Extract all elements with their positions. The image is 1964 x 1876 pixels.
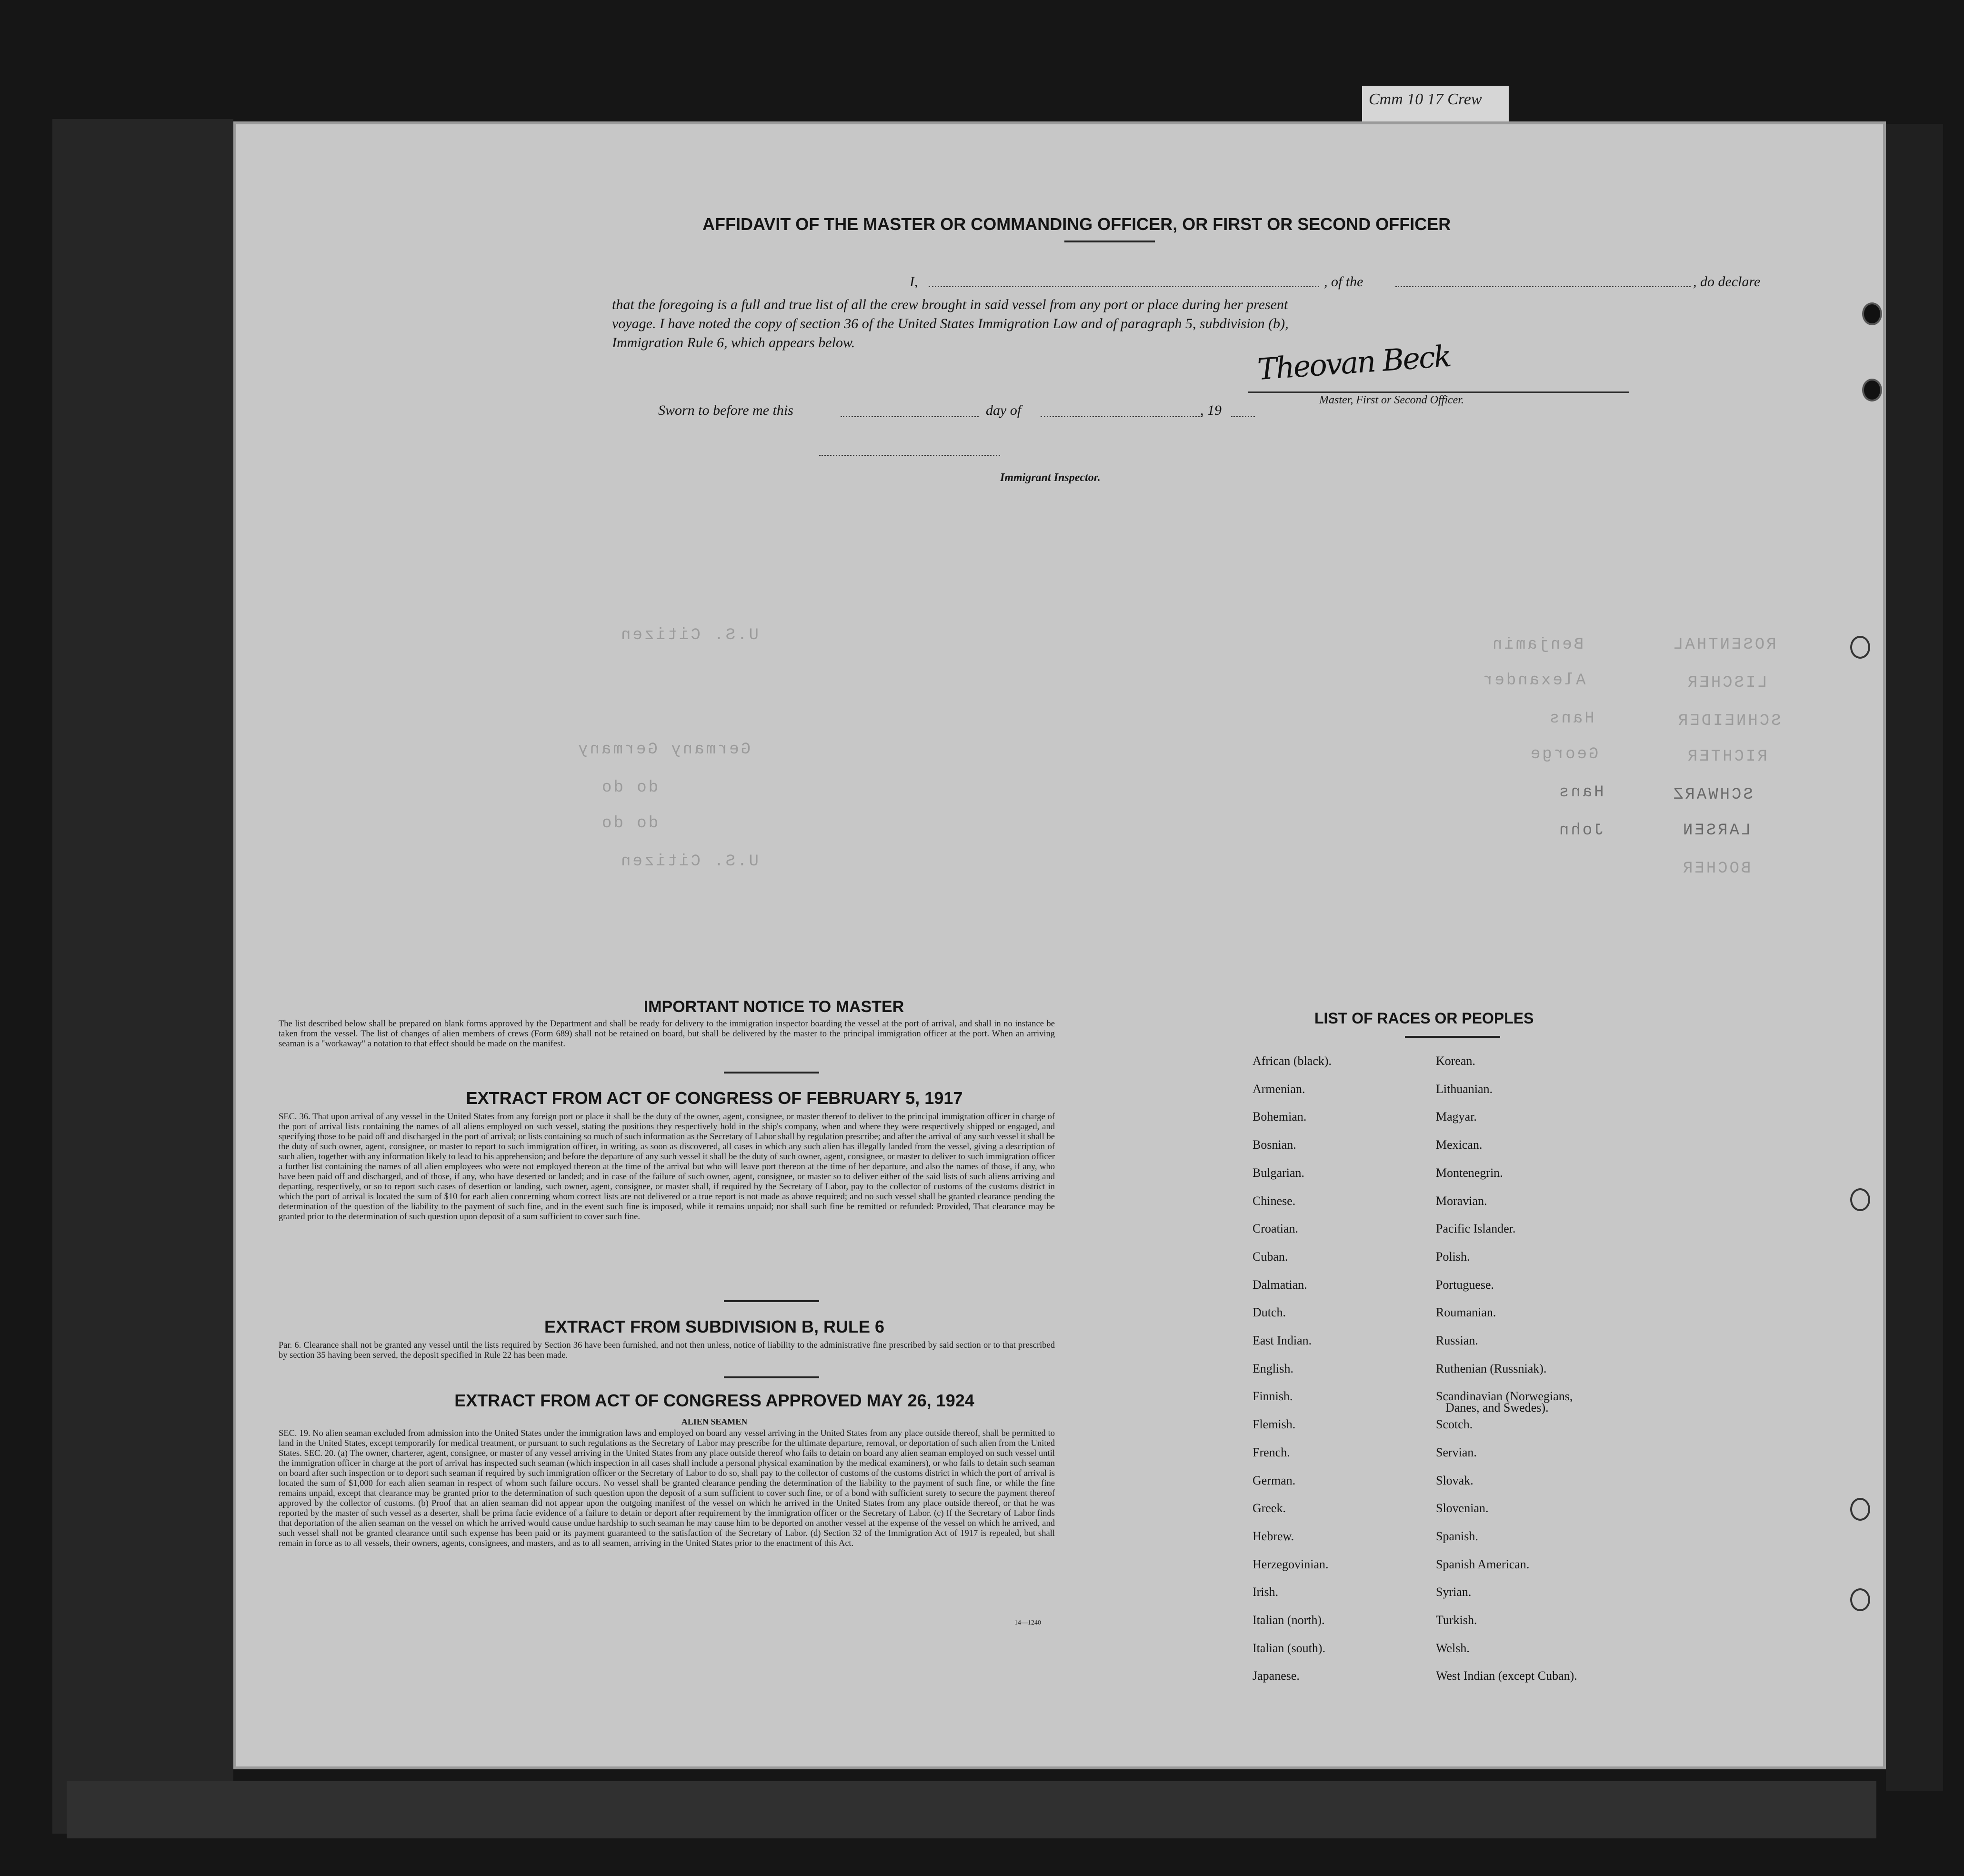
- race-item: Japanese.: [1253, 1669, 1300, 1683]
- race-item: Italian (north).: [1253, 1613, 1325, 1627]
- bleed-text: LARSEN: [1681, 822, 1751, 840]
- officer-signature: Theovan Beck: [1256, 338, 1452, 387]
- race-item: Ruthenian (Russniak).: [1436, 1361, 1547, 1375]
- race-item: Lithuanian.: [1436, 1082, 1493, 1096]
- day-of: day of: [986, 402, 1022, 418]
- extract-rule6-text: Par. 6. Clearance shall not be granted any vessel until the lists required by Section 36 have been furnished, and not then unless, notice of liability to the administrative fine prescribed by said section or to that prescribed by section 35 having been served, the deposit specified in Rule 22 has been made.: [279, 1341, 1055, 1360]
- bleed-text: ROSENTHAL: [1672, 636, 1776, 654]
- race-item: Montenegrin.: [1436, 1165, 1503, 1180]
- race-item: Dalmatian.: [1253, 1277, 1307, 1292]
- race-item: Bulgarian.: [1253, 1165, 1305, 1180]
- signer-title: Master, First or Second Officer.: [1319, 394, 1464, 406]
- binder-hole: [1862, 379, 1882, 401]
- extract-1917-text: SEC. 36. That upon arrival of any vessel in the United States from any foreign port or place it shall be the duty of the owner, agent, consignee, or master thereof to deliver to the principal immigration officer in charge of the port of arrival lists containing the names of all aliens employed on such vessel, stating the positions they respectively hold in the ship's company, when and where they were respectively shipped or engaged, and specifying those to be paid off and discharged in the port of arrival; or lists containing so much of such information as the Secretary of Labor shall by regulation prescribe; and after the arrival of any such vessel it shall be the duty of such owner, agent, consignee, or master to report to such immigration officer, in writing, as soon as discovered, all cases in which any such alien has illegally landed from the vessel, giving a description of such alien, together with any information likely to lead to his apprehension; and before the departure of any such vessel it shall be the duty of such owner, agent, consignee, or master to deliver to such immigration officer a further list containing the names of all alien employees who were not employed thereon at the time of the arrival but who will leave port thereon at the time of her departure, and also the names of those, if any, who have been paid off and discharged, and of those, if any, who have deserted or landed; and in case of the failure of such owner, agent, consignee, or master so to deliver either of the said lists of such aliens arriving and departing, respectively, or so to report such cases of desertion or landing, such owner, agent, consignee, or master shall, if required by the Secretary of Labor, pay to the collector of customs of the customs district in which the port of arrival is located the sum of $10 for each alien concerning whom correct lists are not delivered or a true report is not made as above required; and no such vessel shall be granted clearance pending the determination of the question of the liability to the payment of such fine, and in the event such fine is imposed, while it remains unpaid; nor shall such fine be remitted or refunded: Provided, That clearance may be granted prior to the determination of such question upon deposit of a sum sufficient to cover such fine.: [279, 1112, 1055, 1222]
- race-item: Portuguese.: [1436, 1277, 1494, 1292]
- notice-text: The list described below shall be prepared on blank forms approved by the Department and shall be ready for delivery to the immigration inspector boarding the vessel at the port of arrival, and shall in no instance be taken from the vessel. The list of changes of alien members of crews (Form 689) shall not be retained on board, but shall be delivered by the master to the principal immigration officer at the port. When an arriving seaman is a "workaway" a notation to that effect should be made on the manifest.: [279, 1019, 1055, 1049]
- extract-rule6-title: EXTRACT FROM SUBDIVISION B, RULE 6: [544, 1317, 885, 1336]
- affidavit-of-the: , of the: [1324, 274, 1363, 290]
- races-title: LIST OF RACES OR PEOPLES: [1314, 1010, 1534, 1027]
- race-item: Scandinavian (Norwegians,: [1436, 1389, 1573, 1404]
- affidavit-declare: , do declare: [1693, 274, 1761, 290]
- bleed-text: Hans: [1548, 710, 1594, 728]
- affidavit-title: AFFIDAVIT OF THE MASTER OR COMMANDING OFFICER, OR FIRST OR SECOND OFFICER: [702, 214, 1451, 234]
- race-item: Armenian.: [1253, 1082, 1305, 1096]
- affidavit-statement: voyage. I have noted the copy of section 36 of the United States Immigration Law and of paragraph 5, subdivision (b),: [612, 316, 1289, 331]
- race-item: Finnish.: [1253, 1389, 1293, 1404]
- race-item: Servian.: [1436, 1445, 1477, 1459]
- race-item: Magyar.: [1436, 1110, 1477, 1124]
- bleed-text: SCHWARZ: [1672, 786, 1753, 804]
- notice-title: IMPORTANT NOTICE TO MASTER: [643, 998, 904, 1016]
- binder-hole: [1850, 1588, 1870, 1611]
- race-item: Slovenian.: [1436, 1501, 1489, 1515]
- sworn-month-blank: [1041, 416, 1202, 417]
- extract-1924-subtitle: ALIEN SEAMEN: [681, 1417, 748, 1426]
- races-divider: [1405, 1036, 1500, 1038]
- bleed-text: George: [1529, 745, 1599, 763]
- binder-hole: [1850, 1188, 1870, 1211]
- race-item: Irish.: [1253, 1585, 1279, 1599]
- bleed-text: U.S. Citizen: [619, 626, 759, 644]
- section-divider: [724, 1376, 819, 1378]
- bleed-text: RICHTER: [1686, 748, 1767, 766]
- bleed-text: BOCHER: [1681, 860, 1751, 878]
- manifest-page: [233, 121, 1886, 1769]
- race-item: Greek.: [1253, 1501, 1286, 1515]
- race-item: Danes, and Swedes).: [1445, 1401, 1549, 1415]
- affidavit-statement: that the foregoing is a full and true list of all the crew brought in said vessel from any port or place during her present: [612, 297, 1288, 312]
- race-item: West Indian (except Cuban).: [1436, 1669, 1577, 1683]
- race-item: Hebrew.: [1253, 1529, 1294, 1543]
- affidavit-i: I,: [910, 274, 918, 290]
- signature-line: [1248, 391, 1629, 393]
- race-item: Spanish.: [1436, 1529, 1478, 1543]
- race-item: East Indian.: [1253, 1334, 1312, 1347]
- race-item: Turkish.: [1436, 1613, 1477, 1627]
- bleed-text: Alexander: [1481, 672, 1586, 690]
- sworn-day-blank: [841, 416, 979, 417]
- section-divider: [724, 1072, 819, 1073]
- affidavit-statement: Immigration Rule 6, which appears below.: [612, 335, 855, 351]
- race-item: Bosnian.: [1253, 1138, 1296, 1152]
- race-item: Syrian.: [1436, 1585, 1472, 1599]
- race-item: Welsh.: [1436, 1641, 1470, 1655]
- race-item: Chinese.: [1253, 1194, 1296, 1208]
- bleed-text: do do: [600, 814, 659, 833]
- race-item: Polish.: [1436, 1249, 1470, 1264]
- binder-hole: [1850, 1498, 1870, 1521]
- bleed-text: Germany Germany: [576, 741, 751, 759]
- race-item: Slovak.: [1436, 1473, 1473, 1487]
- race-item: Roumanian.: [1436, 1305, 1496, 1320]
- race-item: Croatian.: [1253, 1222, 1299, 1236]
- race-item: Flemish.: [1253, 1417, 1296, 1432]
- bleed-text: Hans: [1557, 783, 1604, 802]
- race-item: English.: [1253, 1361, 1293, 1375]
- handwritten-top-note: Cmm 10 17 Crew: [1362, 86, 1509, 133]
- inspector-label: Immigrant Inspector.: [1000, 472, 1101, 484]
- extract-1917-title: EXTRACT FROM ACT OF CONGRESS OF FEBRUARY 5, 1917: [466, 1088, 963, 1108]
- race-item: Korean.: [1436, 1054, 1476, 1068]
- binder-hole: [1862, 302, 1882, 325]
- bleed-text: U.S. Citizen: [619, 853, 759, 871]
- race-item: Dutch.: [1253, 1305, 1286, 1320]
- scanner-edge-bottom: [67, 1781, 1876, 1838]
- sworn-year-blank: [1231, 416, 1255, 417]
- race-item: Moravian.: [1436, 1194, 1487, 1208]
- race-item: Italian (south).: [1253, 1641, 1326, 1655]
- race-item: German.: [1253, 1473, 1296, 1487]
- bleed-text: John: [1557, 822, 1604, 840]
- name-blank: [929, 286, 1319, 287]
- bleed-text: SCHNEIDER: [1676, 712, 1781, 730]
- extract-1924-text: SEC. 19. No alien seaman excluded from admission into the United States under the immigration laws and employed on board any vessel arriving in the United States from any place outside thereof, shall be permitted to land in the United States, except temporarily for medical treatment, or pursuant to such regulations as the Secretary of Labor may prescribe for the ultimate departure, removal, or deportation of such alien from the United States. SEC. 20. (a) The owner, charterer, agent, consignee, or master of any vessel arriving in the United States from any place outside thereof who fails to detain on board any alien seaman employed on such vessel until the immigration officer in charge at the port of arrival has inspected such seaman (which inspection in all cases shall include a personal physical examination by the medical examiners), or who fails to detain such seaman on board after such inspection or to deport such seaman if required by such immigration officer or the Secretary of Labor to do so, shall pay to the collector of customs of the customs district in which the port of arrival is located the sum of $1,000 for each alien seaman in respect of whom such failure occurs. No vessel shall be granted clearance pending the determination of the liability to the payment of such fine, or while the fine remains unpaid, except that clearance may be granted prior to the determination of such question upon the deposit of a sum sufficient to cover such fine, or of a bond with sufficient surety to secure the payment thereof approved by the collector of customs. (b) Proof that an alien seaman did not appear upon the outgoing manifest of the vessel on which he arrived in the United States from any place outside thereof, or that he was reported by the master of such vessel as a deserter, shall be prima facie evidence of a failure to detain or deport after requirement by the immigration officer or the Secretary of Labor. (c) If the Secretary of Labor finds that deportation of the alien seaman on the vessel on which he arrived would cause undue hardship to such seaman he may cause him to be deported on another vessel at the expense of the vessel on which he arrived, and such vessel shall not be granted clearance until such expense has been paid or its payment guaranteed to the satisfaction of the Secretary of Labor. (d) Section 32 of the Immigration Act of 1917 is repealed, but shall remain in force as to all vessels, their owners, agents, consignees, and masters, and as to all seamen, arriving in the United States prior to the enactment of this Act.: [279, 1429, 1055, 1548]
- race-item: Mexican.: [1436, 1138, 1483, 1152]
- scanner-edge-left: [52, 119, 233, 1834]
- sworn-label: Sworn to before me this: [658, 402, 793, 418]
- inspector-blank: [819, 455, 1000, 456]
- race-item: Scotch.: [1436, 1417, 1473, 1432]
- race-item: Spanish American.: [1436, 1557, 1530, 1571]
- bleed-text: LISCHER: [1686, 674, 1767, 692]
- race-item: Pacific Islander.: [1436, 1222, 1516, 1236]
- race-item: African (black).: [1253, 1054, 1332, 1068]
- race-item: Russian.: [1436, 1334, 1478, 1347]
- race-item: Herzegovinian.: [1253, 1557, 1329, 1571]
- race-item: French.: [1253, 1445, 1290, 1459]
- sworn-year: , 19: [1200, 402, 1222, 418]
- scanner-edge-right: [1886, 124, 1943, 1791]
- race-item: Bohemian.: [1253, 1110, 1307, 1124]
- bleed-text: Benjamin: [1491, 636, 1584, 654]
- form-number: 14—1240: [1014, 1619, 1041, 1626]
- vessel-blank: [1395, 286, 1691, 287]
- title-divider: [1064, 241, 1155, 242]
- section-divider: [724, 1300, 819, 1302]
- race-item: Cuban.: [1253, 1249, 1288, 1264]
- bleed-text: do do: [600, 779, 659, 797]
- extract-1924-title: EXTRACT FROM ACT OF CONGRESS APPROVED MAY 26, 1924: [454, 1391, 974, 1410]
- binder-hole: [1850, 636, 1870, 659]
